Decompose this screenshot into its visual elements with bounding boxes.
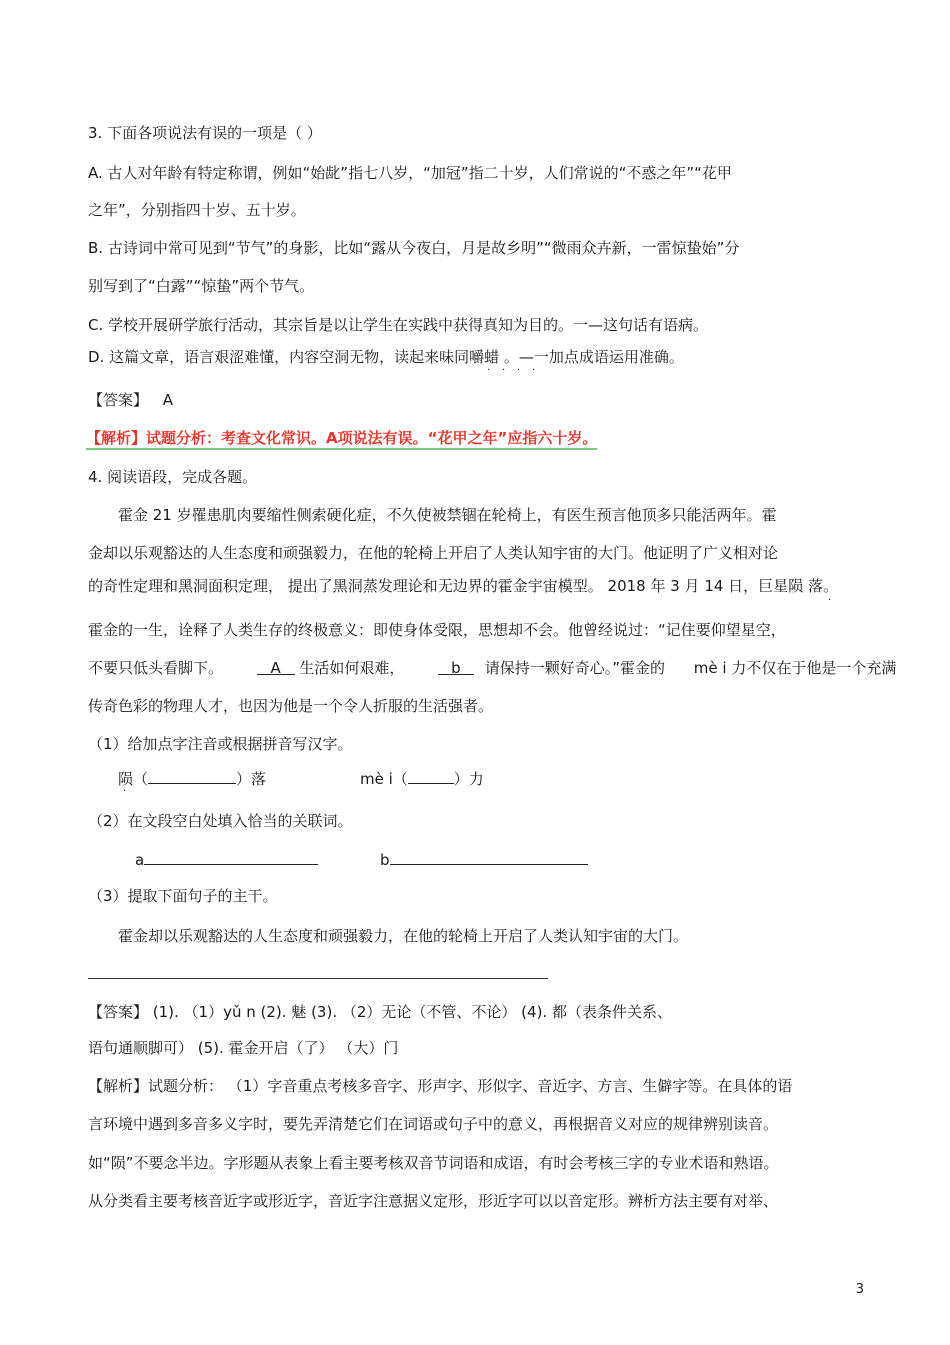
sub1-label: 陨（ [118,770,149,788]
q4-analysis-line1: 【解析】试题分析： （1）字音重点考核多音字、形声字、形似字、音近字、方言、生僻字等。在具体的语 [88,1077,793,1095]
emphasis-dot: · [532,365,536,376]
sub2-label: a [135,851,145,869]
q3-answer [88,390,173,410]
q3-option-b-line2: 别写到了“白露”“惊蛰”两个节气。 [88,277,315,295]
q4-sub1-item2 [360,767,484,789]
passage-text: 生活如何艰难， [299,659,405,677]
answer-label: 【答案】 [88,391,149,409]
q3-analysis [86,428,597,448]
answer-blank[interactable] [144,848,318,865]
passage-text: 不要只低头看脚下。 [88,659,224,677]
emphasis-dot: · [123,786,127,797]
answer-blank[interactable] [390,848,588,865]
q4-sub1: （1）给加点字注音或根据拼音写汉字。 [88,735,353,753]
q4-passage-line5 [88,658,896,678]
q3-option-c: C. 学校开展研学旅行活动，其宗旨是以让学生在实践中获得真知为目的。一—这句话有语病。 [88,316,709,334]
passage-text: mè i 力不仅在于他是一个充满 [693,659,897,677]
q4-passage-line6: 传奇色彩的物理人才，也因为他是一个令人折服的生活强者。 [88,697,494,715]
q3-option-a-line2: 之年”，分别指四十岁、五十岁。 [88,201,306,219]
q4-sub2-blank-b [380,848,588,870]
q4-sub3-sentence: 霍金却以乐观豁达的人生态度和顽强毅力，在他的轮椅上开启了人类认知宇宙的大门。 [118,927,689,945]
emphasis-dot: · [502,365,506,376]
q4-sub3: （3）提取下面句子的主干。 [88,887,278,905]
q4-sub2-blank-a [135,848,318,870]
sub2-label: b [380,851,390,869]
q3-option-a-line1: A. 古人对年龄有特定称谓，例如“始龀”指七八岁，“加冠”指二十岁，人们常说的“不惑之年”“花甲 [88,164,732,182]
q4-passage-line3: 的奇性定理和黑洞面积定理， 提出了黑洞蒸发理论和无边界的霍金宇宙模型。 2018 年 3 月 14 日，巨星陨 落。 [88,577,838,595]
answer-blank[interactable] [408,767,454,784]
q4-sub1-item1 [118,767,266,789]
emphasis-dot: · [517,365,521,376]
sub1-label: mè i（ [360,770,408,788]
passage-text: 请保持一颗好奇心。”霍金的 [484,659,665,677]
blank-b: b [438,658,474,675]
q4-answer-line1: 【答案】 (1). （1）yǔ n (2). 魅 (3). （2）无论（不管、不论） (4). 都（表条件关系、 [88,1003,672,1021]
q4-analysis-line4: 从分类看主要考核音近字或形近字，音近字注意据义定形，形近字可以以音定形。辨析方法主要有对举、 [88,1192,779,1210]
q3-option-d: D. 这篇文章，语言艰涩难懂，内容空洞无物，读起来味同嚼蜡 。—一加点成语运用准确。 [88,348,684,366]
sub1-label: ）落 [236,770,267,788]
analysis-highlight: 【解析】试题分析：考查文化常识。A项说法有误。“花甲之年”应指六十岁。 [86,429,597,450]
answer-value: A [162,391,174,409]
answer-line[interactable] [88,978,548,979]
q4-sub2: （2）在文段空白处填入恰当的关联词。 [88,812,353,830]
q4-analysis-line2: 言环境中遇到多音多义字时，要先弄清楚它们在词语或句子中的意义，再根据音义对应的规律辨别读音。 [88,1115,779,1133]
q4-analysis-line3: 如“陨”不要念半边。字形题从表象上看主要考核双音节词语和成语，有时会考核三字的专业术语和熟语。 [88,1154,779,1172]
blank-a: A [257,658,295,675]
q3-stem: 3. 下面各项说法有误的一项是（ ） [88,124,322,142]
page-number: 3 [855,1282,864,1297]
sub1-label: ）力 [453,770,484,788]
emphasis-dot: · [487,365,491,376]
emphasis-dot: · [828,595,832,606]
q4-passage-line2: 金却以乐观豁达的人生态度和顽强毅力，在他的轮椅上开启了人类认知宇宙的大门。他证明了广义相对论 [88,544,779,562]
q4-passage-line1: 霍金 21 岁罹患肌肉要缩性侧索硬化症，不久使被禁锢在轮椅上，有医生预言他顶多只能活两年。霍 [118,506,777,524]
q4-passage-line4: 霍金的一生，诠释了人类生存的终极意义：即使身体受限，思想却不会。他曾经说过：“记住要仰望星空， [88,621,786,639]
q3-option-b-line1: B. 古诗词中常可见到“节气”的身影，比如“露从今夜白，月是故乡明”“微雨众卉新，一雷惊蛰始”分 [88,239,740,257]
q4-stem: 4. 阅读语段，完成各题。 [88,468,258,486]
answer-blank[interactable] [148,767,236,784]
q4-answer-line2: 语句通顺脚可） (5). 霍金开启（了） （大）门 [88,1039,399,1057]
